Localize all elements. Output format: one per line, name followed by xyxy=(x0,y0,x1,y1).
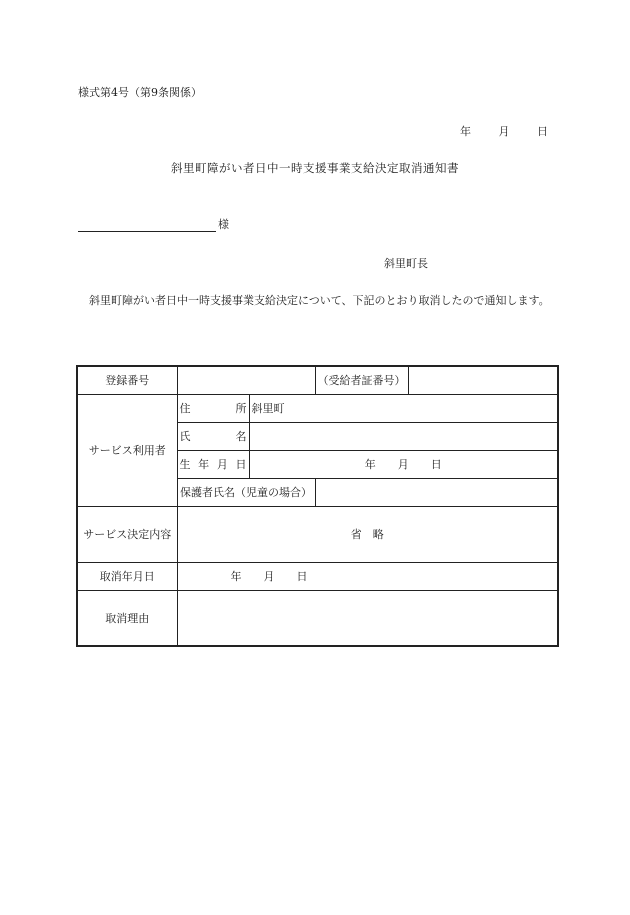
address-value: 斜里町 xyxy=(249,394,558,422)
service-decision-value: 省 略 xyxy=(177,506,558,562)
day-label: 日 xyxy=(537,125,548,138)
cancel-reason-value xyxy=(177,590,558,646)
cancel-date-label: 取消年月日 xyxy=(77,562,177,590)
address-label: 住 所 xyxy=(177,394,249,422)
body-text: 斜里町障がい者日中一時支援事業支給決定について、下記のとおり取消したので通知します。 xyxy=(89,294,550,307)
addressee xyxy=(78,216,229,232)
table-row xyxy=(77,394,558,422)
name-label: 氏 名 xyxy=(177,422,249,450)
month-label: 月 xyxy=(498,125,510,138)
recipient-cert-label: （受給者証番号） xyxy=(315,366,408,394)
detail-table xyxy=(76,365,559,647)
guardian-name-value xyxy=(315,478,558,506)
addressee-blank-line xyxy=(78,219,216,232)
service-decision-label: サービス決定内容 xyxy=(77,506,177,562)
table-row xyxy=(77,590,558,646)
issue-date xyxy=(436,123,548,139)
birthdate-label: 生 年 月 日 xyxy=(177,450,249,478)
issuer: 斜里町長 xyxy=(384,257,428,270)
service-user-label: サービス利用者 xyxy=(77,394,177,506)
guardian-name-label: 保護者氏名（児童の場合） xyxy=(177,478,315,506)
cancel-reason-label: 取消理由 xyxy=(77,590,177,646)
name-value xyxy=(249,422,558,450)
table-row xyxy=(77,506,558,562)
year-label: 年 xyxy=(460,125,471,138)
registration-number-label: 登録番号 xyxy=(77,366,177,394)
cancel-date-value: 年 月 日 xyxy=(177,562,558,590)
document-title: 斜里町障がい者日中一時支援事業支給決定取消通知書 xyxy=(171,161,459,175)
table-row xyxy=(77,366,558,394)
recipient-cert-value xyxy=(408,366,558,394)
form-number: 様式第4号（第9条関係） xyxy=(78,86,202,99)
table-row xyxy=(77,562,558,590)
birthdate-value: 年 月 日 xyxy=(249,450,558,478)
addressee-suffix: 様 xyxy=(218,218,229,231)
registration-number-value xyxy=(177,366,315,394)
